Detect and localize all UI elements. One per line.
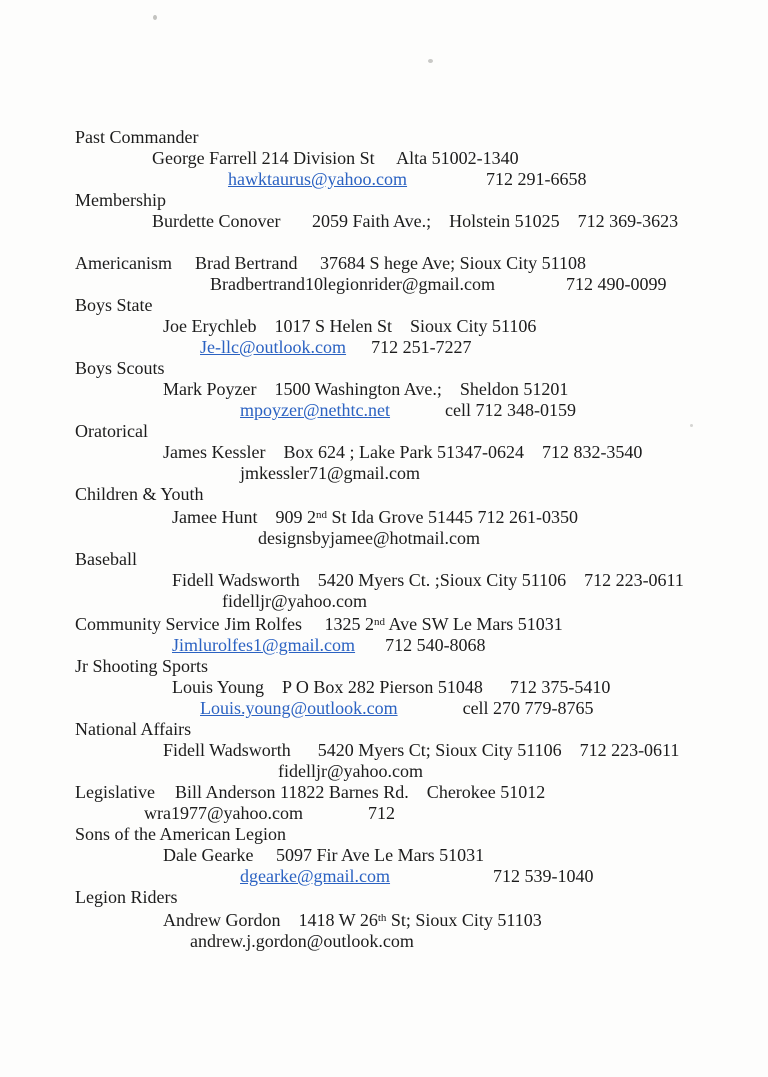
scan-speck bbox=[690, 424, 693, 427]
email-text: designsbyjamee@hotmail.com bbox=[258, 528, 481, 548]
detail-line bbox=[0, 908, 768, 931]
text-run: Mark Poyzer 1500 Washington Ave.; Sheldon 51201 bbox=[163, 379, 569, 399]
detail-line bbox=[0, 570, 768, 591]
phone-text: 712 490-0099 bbox=[566, 274, 667, 294]
email-link[interactable]: Je-llc@outlook.com bbox=[200, 337, 347, 357]
text-run: Ave SW Le Mars 51031 bbox=[385, 614, 563, 634]
section-line bbox=[0, 549, 768, 570]
section-line bbox=[0, 484, 768, 505]
section-line bbox=[0, 612, 768, 635]
text-run: Andrew Gordon 1418 W 26 bbox=[163, 910, 378, 930]
phone-text: 712 bbox=[368, 803, 396, 823]
section-line bbox=[0, 253, 768, 274]
phone-text: cell 712 348-0159 bbox=[445, 400, 577, 420]
section-title: Baseball bbox=[75, 549, 137, 569]
text-run: Brad Bertrand 37684 S hege Ave; Sioux City 51108 bbox=[194, 253, 586, 273]
detail-line bbox=[0, 740, 768, 761]
section-title: Americanism bbox=[75, 253, 172, 273]
section-title: Boys State bbox=[75, 295, 153, 315]
email-text: wra1977@yahoo.com bbox=[144, 803, 304, 823]
section-title: Membership bbox=[75, 190, 166, 210]
scan-speck bbox=[153, 15, 157, 20]
section-line bbox=[0, 656, 768, 677]
text-run: James Kessler Box 624 ; Lake Park 51347-0624 712 832-3540 bbox=[163, 442, 643, 462]
detail-line bbox=[0, 845, 768, 866]
text-run: Fidell Wadsworth 5420 Myers Ct. ;Sioux City 51106 712 223-0611 bbox=[172, 570, 684, 590]
email-link[interactable]: hawktaurus@yahoo.com bbox=[228, 169, 408, 189]
section-line bbox=[0, 421, 768, 442]
phone-text: 712 539-1040 bbox=[493, 866, 594, 886]
section-line bbox=[0, 295, 768, 316]
section-line bbox=[0, 190, 768, 211]
detail-line bbox=[0, 442, 768, 463]
email-link[interactable]: mpoyzer@nethtc.net bbox=[240, 400, 391, 420]
detail-line bbox=[0, 761, 768, 782]
email-link[interactable]: Louis.young@outlook.com bbox=[200, 698, 398, 718]
ordinal-suffix: nd bbox=[315, 509, 327, 521]
email-link[interactable]: dgearke@gmail.com bbox=[240, 866, 391, 886]
section-title: Boys Scouts bbox=[75, 358, 165, 378]
detail-line bbox=[0, 528, 768, 549]
phone-text: 712 291-6658 bbox=[486, 169, 587, 189]
detail-line bbox=[0, 505, 768, 528]
detail-line bbox=[0, 169, 768, 190]
detail-line bbox=[0, 635, 768, 656]
text-run: Burdette Conover 2059 Faith Ave.; Holstein 51025 712 369-3623 bbox=[152, 211, 679, 231]
blank-line bbox=[0, 232, 768, 253]
text-run: St; Sioux City 51103 bbox=[386, 910, 542, 930]
section-title: Sons of the American Legion bbox=[75, 824, 286, 844]
email-text: fidelljr@yahoo.com bbox=[278, 761, 424, 781]
section-line bbox=[0, 719, 768, 740]
detail-line bbox=[0, 463, 768, 484]
detail-line bbox=[0, 148, 768, 169]
section-title: Community Service bbox=[75, 614, 220, 634]
detail-line bbox=[0, 591, 768, 612]
scan-speck bbox=[428, 59, 433, 63]
text-run: Fidell Wadsworth 5420 Myers Ct; Sioux City 51106 712 223-0611 bbox=[163, 740, 680, 760]
text-run: Bill Anderson 11822 Barnes Rd. Cherokee 51012 bbox=[174, 782, 546, 802]
ordinal-suffix: th bbox=[377, 912, 387, 924]
section-title: Past Commander bbox=[75, 127, 199, 147]
email-text: Bradbertrand10legionrider@gmail.com bbox=[210, 274, 495, 294]
text-run: Jim Rolfes 1325 2 bbox=[224, 614, 374, 634]
section-line bbox=[0, 358, 768, 379]
phone-text: 712 540-8068 bbox=[385, 635, 486, 655]
section-line bbox=[0, 887, 768, 908]
text-run: George Farrell 214 Division St Alta 51002-1340 bbox=[152, 148, 519, 168]
section-line bbox=[0, 824, 768, 845]
section-line bbox=[0, 127, 768, 148]
detail-line bbox=[0, 379, 768, 400]
section-title: Jr Shooting Sports bbox=[75, 656, 209, 676]
detail-line bbox=[0, 803, 768, 824]
detail-line bbox=[0, 316, 768, 337]
section-title: Children & Youth bbox=[75, 484, 204, 504]
text-run: Jamee Hunt 909 2 bbox=[172, 507, 316, 527]
text-run: Joe Erychleb 1017 S Helen St Sioux City 51106 bbox=[163, 316, 537, 336]
email-link[interactable]: Jimlurolfes1@gmail.com bbox=[172, 635, 356, 655]
ordinal-suffix: nd bbox=[374, 616, 385, 628]
detail-line bbox=[0, 866, 768, 887]
email-text: jmkessler71@gmail.com bbox=[240, 463, 421, 483]
text-run: St Ida Grove 51445 712 261-0350 bbox=[326, 507, 578, 527]
section-line bbox=[0, 782, 768, 803]
section-title: Oratorical bbox=[75, 421, 148, 441]
text-run: Dale Gearke 5097 Fir Ave Le Mars 51031 bbox=[163, 845, 485, 865]
text-run: Louis Young P O Box 282 Pierson 51048 712 375-5410 bbox=[172, 677, 611, 697]
detail-line bbox=[0, 337, 768, 358]
section-title: Legion Riders bbox=[75, 887, 178, 907]
detail-line bbox=[0, 400, 768, 421]
detail-line bbox=[0, 274, 768, 295]
email-text: andrew.j.gordon@outlook.com bbox=[190, 931, 414, 951]
section-title: Legislative bbox=[75, 782, 155, 802]
detail-line bbox=[0, 211, 768, 232]
phone-text: 712 251-7227 bbox=[371, 337, 472, 357]
detail-line bbox=[0, 931, 768, 952]
phone-text: cell 270 779-8765 bbox=[462, 698, 594, 718]
detail-line bbox=[0, 698, 768, 719]
detail-line bbox=[0, 677, 768, 698]
email-text: fidelljr@yahoo.com bbox=[222, 591, 368, 611]
section-title: National Affairs bbox=[75, 719, 192, 739]
